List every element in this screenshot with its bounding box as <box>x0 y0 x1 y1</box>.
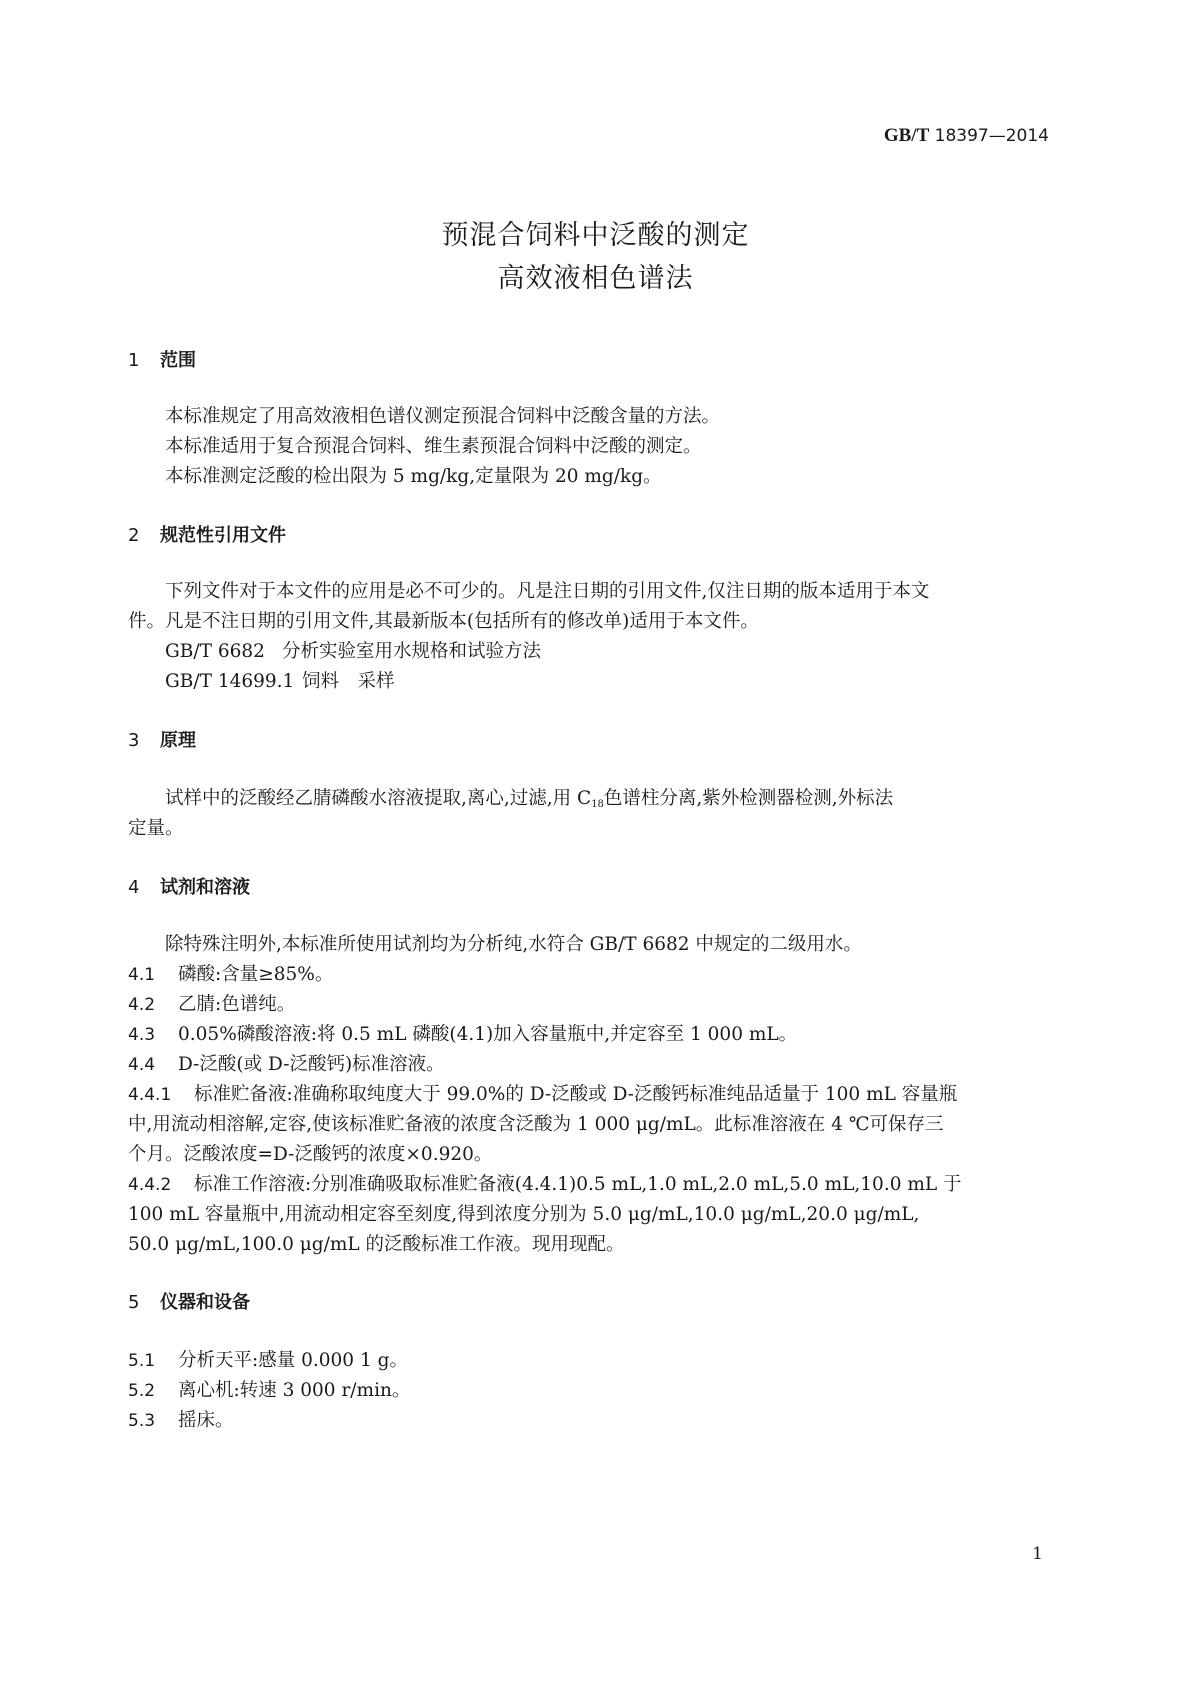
clause-4-4-number: 4.4 <box>128 1055 156 1075</box>
clause-4-3-text: 0.05%磷酸溶液:将 0.5 mL 磷酸(4.1)加入容量瓶中,并定容至 1 000 mL。 <box>178 1024 798 1045</box>
s1-paragraph-3: 本标准测定泛酸的检出限为 5 mg/kg,定量限为 20 mg/kg。 <box>165 466 662 487</box>
clause-4-1 <box>128 960 333 986</box>
section-1-number: 1 <box>128 350 140 371</box>
ref-2-code: GB/T 14699.1 <box>165 671 295 692</box>
clause-5-1 <box>128 1346 408 1372</box>
clause-5-1-text: 分析天平:感量 0.000 1 g。 <box>178 1350 408 1371</box>
clause-4-2 <box>128 990 295 1016</box>
section-5-title: 仪器和设备 <box>160 1292 250 1313</box>
s3-text-post: 色谱柱分离,紫外检测器检测,外标法 <box>603 788 894 809</box>
s3-paragraph-line-1 <box>165 784 893 810</box>
title-line-1: 预混合饲料中泛酸的测定 <box>441 220 750 251</box>
title-line-2: 高效液相色谱法 <box>497 263 694 294</box>
section-3-number: 3 <box>128 730 140 751</box>
clause-4-3-number: 4.3 <box>128 1025 156 1045</box>
normative-ref-1 <box>165 637 541 663</box>
clause-5-1-number: 5.1 <box>128 1351 156 1371</box>
clause-4-4 <box>128 1050 445 1076</box>
section-4-heading <box>128 873 250 899</box>
section-3-heading <box>128 726 196 752</box>
section-5-number: 5 <box>128 1292 140 1313</box>
clause-5-2-text: 离心机:转速 3 000 r/min。 <box>178 1380 411 1401</box>
clause-4-4-text: D-泛酸(或 D-泛酸钙)标准溶液。 <box>178 1054 445 1075</box>
clause-4-4-2-number: 4.4.2 <box>128 1175 172 1195</box>
section-5-heading <box>128 1288 250 1314</box>
clause-4-4-1-line-3: 个月。泛酸浓度=D-泛酸钙的浓度×0.920。 <box>128 1144 493 1165</box>
clause-4-4-1-text-1: 标准贮备液:准确称取纯度大于 99.0%的 D-泛酸或 D-泛酸钙标准纯品适量于 100 mL 容量瓶 <box>194 1084 958 1105</box>
clause-4-2-text: 乙腈:色谱纯。 <box>178 994 296 1015</box>
ref-1-title: 分析实验室用水规格和试验方法 <box>282 641 542 662</box>
section-2-number: 2 <box>128 525 140 546</box>
section-2-heading <box>128 521 286 547</box>
clause-5-3-number: 5.3 <box>128 1411 156 1431</box>
section-1-title: 范围 <box>160 350 196 371</box>
clause-5-3 <box>128 1406 234 1432</box>
clause-4-4-2-text-1: 标准工作溶液:分别准确吸取标准贮备液(4.4.1)0.5 mL,1.0 mL,2.0 mL,5.0 mL,10.0 mL 于 <box>194 1174 962 1195</box>
normative-ref-2 <box>165 667 395 693</box>
clause-5-2 <box>128 1376 410 1402</box>
clause-4-4-1-line-2: 中,用流动相溶解,定容,使该标准贮备液的浓度含泛酸为 1 000 μg/mL。此标准溶液在 4 ℃可保存三 <box>128 1114 944 1135</box>
clause-4-4-1-line-1 <box>128 1080 957 1106</box>
s3-text-pre: 试样中的泛酸经乙腈磷酸水溶液提取,离心,过滤,用 C <box>165 788 592 809</box>
page-number: 1 <box>1032 1544 1043 1564</box>
standard-code <box>884 125 1049 147</box>
standard-number: 18397—2014 <box>934 126 1049 146</box>
section-4-number: 4 <box>128 877 140 898</box>
section-2-title: 规范性引用文件 <box>160 525 286 546</box>
clause-5-3-text: 摇床。 <box>178 1410 234 1431</box>
clause-4-4-2-line-1 <box>128 1170 962 1196</box>
section-3-title: 原理 <box>160 730 196 751</box>
clause-4-1-number: 4.1 <box>128 965 156 985</box>
s2-paragraph-line-2: 件。凡是不注日期的引用文件,其最新版本(包括所有的修改单)适用于本文件。 <box>128 611 759 632</box>
section-4-title: 试剂和溶液 <box>160 877 250 898</box>
clause-4-4-1-number: 4.4.1 <box>128 1085 172 1105</box>
section-1-heading <box>128 346 196 372</box>
clause-4-1-text: 磷酸:含量≥85%。 <box>178 964 334 985</box>
clause-4-4-2-line-3: 50.0 μg/mL,100.0 μg/mL 的泛酸标准工作液。现用现配。 <box>128 1234 625 1255</box>
s2-paragraph-line-1: 下列文件对于本文件的应用是必不可少的。凡是注日期的引用文件,仅注日期的版本适用于本文 <box>165 581 930 602</box>
clause-5-2-number: 5.2 <box>128 1381 156 1401</box>
clause-4-3 <box>128 1020 797 1046</box>
s3-paragraph-line-2: 定量。 <box>128 818 184 839</box>
c18-subscript: 18 <box>591 799 604 810</box>
clause-4-2-number: 4.2 <box>128 995 156 1015</box>
ref-1-code: GB/T 6682 <box>165 641 265 662</box>
standard-prefix: GB/T <box>883 125 930 146</box>
clause-4-4-2-line-2: 100 mL 容量瓶中,用流动相定容至刻度,得到浓度分别为 5.0 μg/mL,10.0 μg/mL,20.0 μg/mL, <box>128 1204 920 1225</box>
s1-paragraph-1: 本标准规定了用高效液相色谱仪测定预混合饲料中泛酸含量的方法。 <box>165 406 721 427</box>
s1-paragraph-2: 本标准适用于复合预混合饲料、维生素预混合饲料中泛酸的测定。 <box>165 436 702 457</box>
s4-intro: 除特殊注明外,本标准所使用试剂均为分析纯,水符合 GB/T 6682 中规定的二级用水。 <box>165 934 862 955</box>
ref-2-title: 饲料 采样 <box>302 671 395 692</box>
